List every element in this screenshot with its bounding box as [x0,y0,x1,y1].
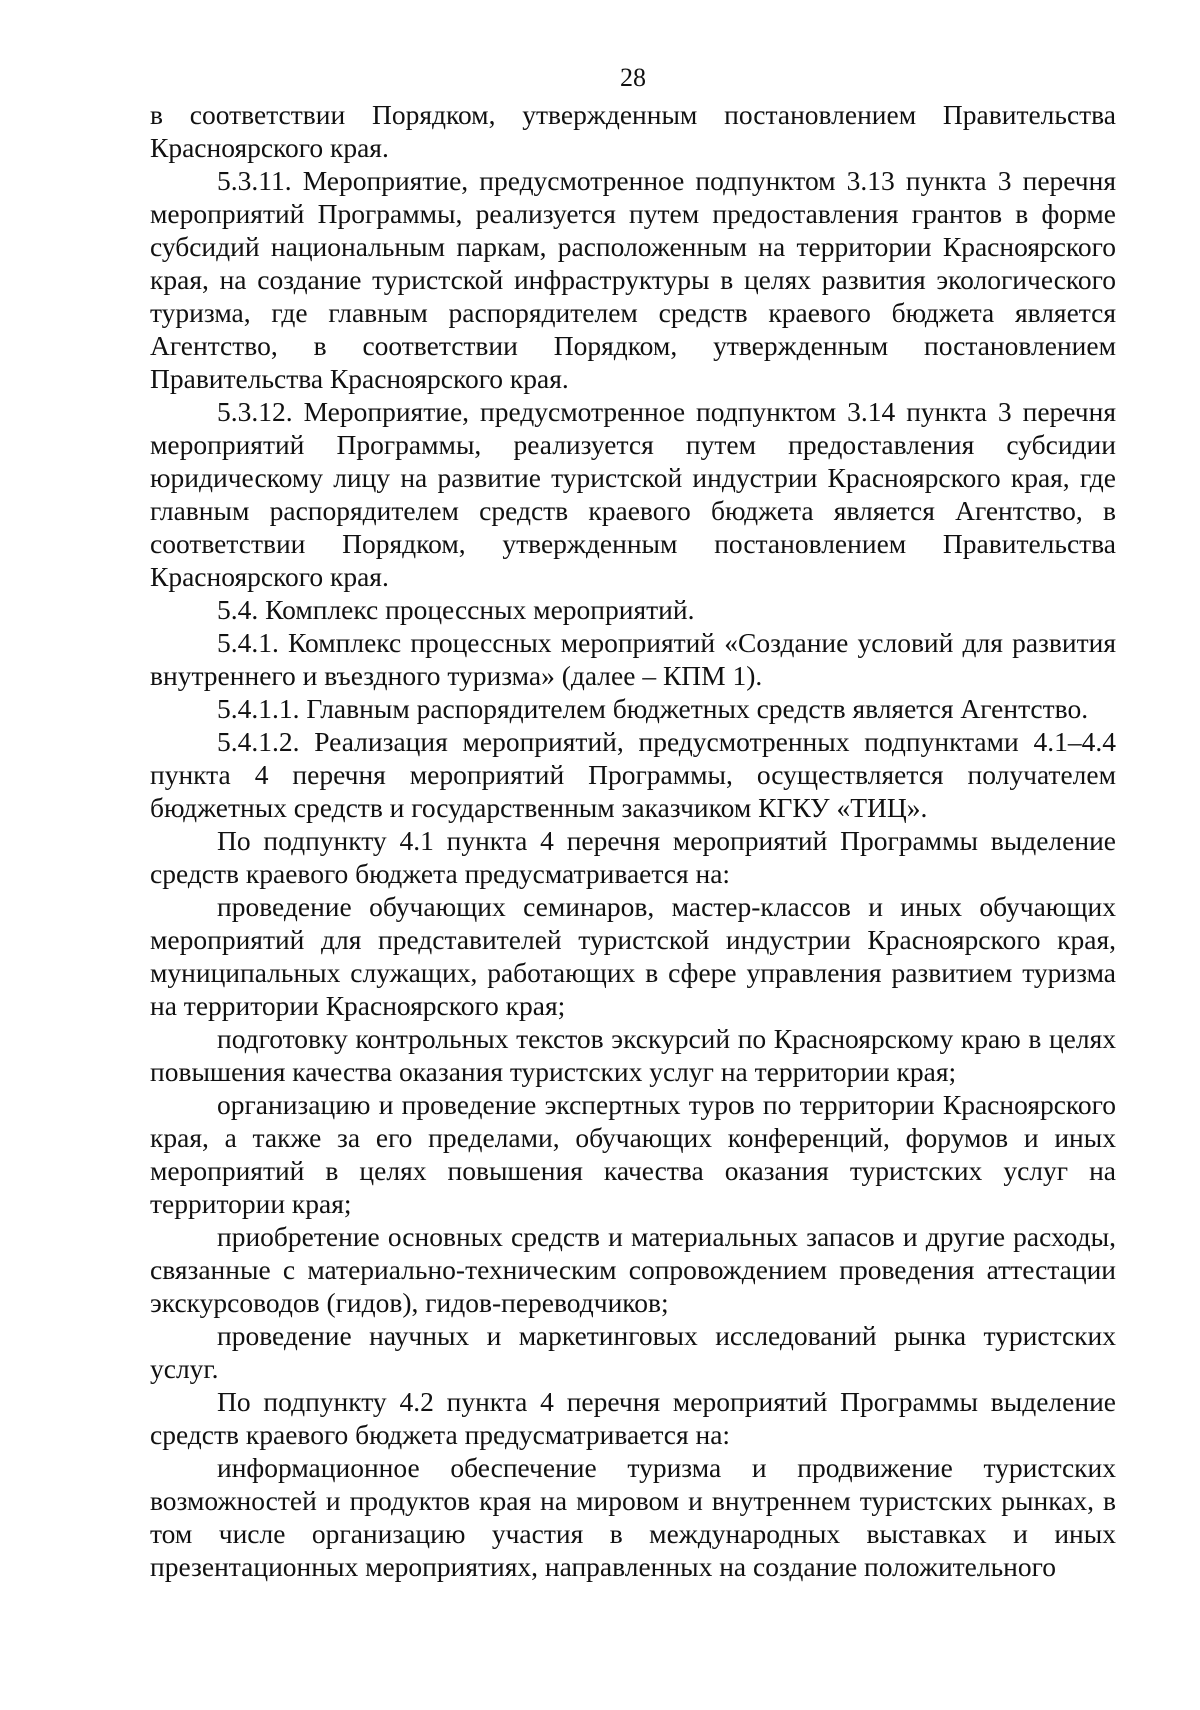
paragraph-information-support: информационное обеспечение туризма и продвижение туристских возможностей и продуктов края на мировом и внутреннем туристских рынках, в том числе организацию участия в международных выставках и иных презентационных мероприятиях, направленных на создание положительного [150,1452,1116,1582]
page-number: 28 [620,63,646,92]
paragraph-5-4: 5.4. Комплекс процессных мероприятий. [217,594,695,625]
paragraph-seminars: проведение обучающих семинаров, мастер-классов и иных обучающих мероприятий для представителей туристской индустрии Красноярского края, муниципальных служащих, работающих в сфере управления развитием туризма на территории Красноярского края; [150,891,1116,1021]
paragraph-5-4-1: 5.4.1. Комплекс процессных мероприятий «Создание условий для развития внутреннего и въездного туризма» (далее – КПМ 1). [150,627,1116,691]
paragraph-excursion-texts: подготовку контрольных текстов экскурсий по Красноярскому краю в целях повышения качества оказания туристских услуг на территории края; [150,1023,1116,1087]
paragraph-5-3-12: 5.3.12. Мероприятие, предусмотренное подпунктом 3.14 пункта 3 перечня мероприятий Программы, реализуется путем предоставления субсидии юридическому лицу на развитие туристской индустрии Красноярского края, где главным распорядителем средств краевого бюджета является Агентство, в соответствии Порядком, утвержденным постановлением Правительства Красноярского края. [150,396,1116,592]
paragraph-fixed-assets: приобретение основных средств и материальных запасов и другие расходы, связанные с материально-техническим сопровождением проведения аттестации экскурсоводов (гидов), гидов-переводчиков; [150,1221,1116,1318]
paragraph-5-4-1-2: 5.4.1.2. Реализация мероприятий, предусмотренных подпунктами 4.1–4.4 пункта 4 перечня мероприятий Программы, осуществляется получателем бюджетных средств и государственным заказчиком КГКУ «ТИЦ». [150,726,1116,823]
paragraph-5-4-1-1: 5.4.1.1. Главным распорядителем бюджетных средств является Агентство. [217,693,1089,724]
paragraph-5-3-11: 5.3.11. Мероприятие, предусмотренное подпунктом 3.13 пункта 3 перечня мероприятий Программы, реализуется путем предоставления грантов в форме субсидий национальным паркам, расположенным на территории Красноярского края, на создание туристской инфраструктуры в целях развития экологического туризма, где главным распорядителем средств краевого бюджета является Агентство, в соответствии Порядком, утвержденным постановлением Правительства Красноярского края. [150,165,1116,394]
paragraph-1: в соответствии Порядком, утвержденным постановлением Правительства Красноярского края. [150,99,1116,163]
document-page [150,62,1116,1583]
paragraph-subpoint-4-2-intro: По подпункту 4.2 пункта 4 перечня мероприятий Программы выделение средств краевого бюджета предусматривается на: [150,1386,1116,1450]
paragraph-subpoint-4-1-intro: По подпункту 4.1 пункта 4 перечня мероприятий Программы выделение средств краевого бюджета предусматривается на: [150,825,1116,889]
paragraph-expert-tours: организацию и проведение экспертных туров по территории Красноярского края, а также за его пределами, обучающих конференций, форумов и иных мероприятий в целях повышения качества оказания туристских услуг на территории края; [150,1089,1116,1219]
paragraph-research: проведение научных и маркетинговых исследований рынка туристских услуг. [150,1320,1116,1384]
